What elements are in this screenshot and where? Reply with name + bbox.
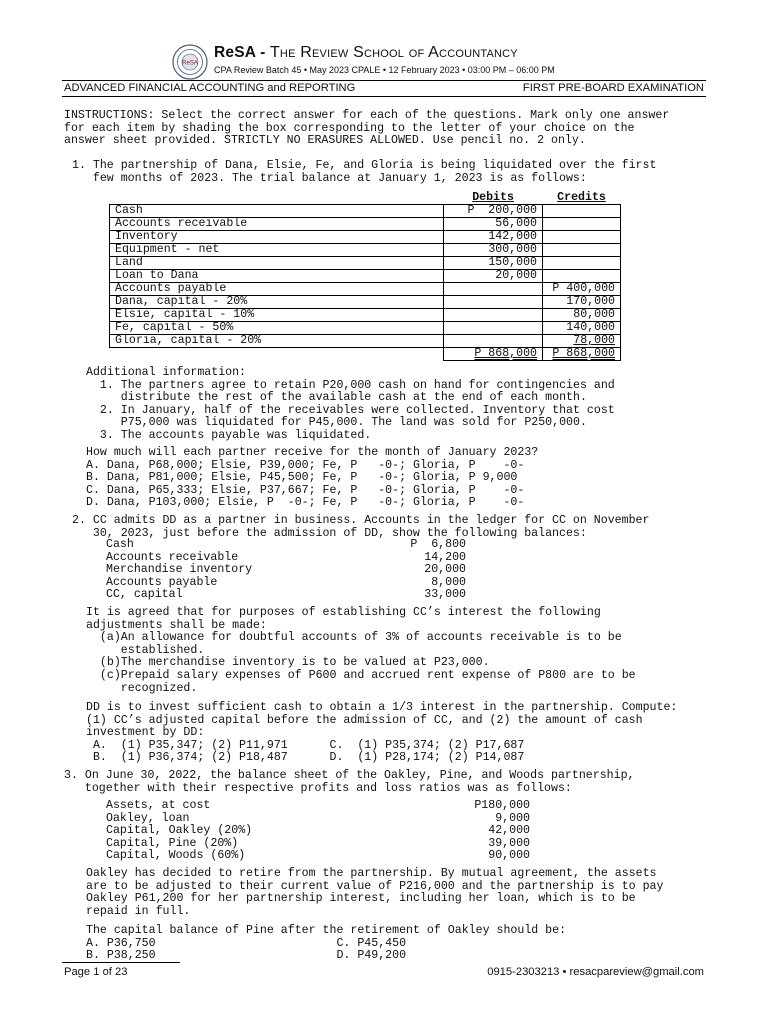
adjust-line: recognized. (86, 681, 198, 695)
account-cell: Elsie, capital - 10% (110, 309, 444, 322)
balance-value: 9,000 (495, 811, 530, 825)
credit-cell: 78,000 (543, 335, 621, 348)
list-item (106, 800, 530, 813)
info-line: 1. The partners agree to retain P20,000 cash on hand for contingencies and (86, 378, 615, 392)
choice-row: A. P36,750 C. P45,450 (86, 936, 407, 950)
q3-stem-line: together with their respective profits and loss ratios was as follows: (64, 781, 572, 795)
svg-text:ReSA: ReSA (182, 60, 198, 67)
balance-label: Merchandise inventory (106, 563, 253, 577)
balance-label: CC, capital (106, 588, 183, 602)
brand-short: ReSA (214, 44, 256, 61)
instructions (64, 110, 669, 148)
balance-value: 33,000 (424, 588, 466, 602)
brand-long: The Review School of Accountancy (269, 44, 518, 61)
table-row (110, 231, 621, 244)
balance-label: Cash (106, 538, 134, 551)
debit-cell: 142,000 (444, 231, 543, 244)
choice-row: B. (1) P36,374; (2) P18,487 D. (1) P28,174; (2) P14,087 (86, 751, 525, 765)
balance-label: Capital, Oakley (20%) (106, 824, 253, 838)
footer-rule (62, 962, 180, 963)
subject-title: ADVANCED FINANCIAL ACCOUNTING and REPORTING (64, 82, 356, 94)
list-item (106, 564, 466, 577)
account-cell: Accounts receivable (110, 218, 444, 231)
list-item (106, 589, 466, 602)
credits-header: Credits (543, 192, 621, 205)
debit-cell: 300,000 (444, 244, 543, 257)
question-line: DD is to invest sufficient cash to obtain a 1/3 interest in the partnership. Compute: (86, 701, 678, 714)
list-item (106, 850, 530, 863)
trial-balance-table (109, 192, 621, 361)
info-line: 3. The accounts payable was liquidated. (86, 428, 372, 442)
balance-value: P180,000 (474, 799, 530, 812)
q2-balances (106, 539, 466, 602)
q1-stem-line: few months of 2023. The trial balance at January 1, 2023 is as follows: (72, 171, 587, 185)
adjust-line: established. (86, 643, 205, 657)
debit-cell: 56,000 (444, 218, 543, 231)
table-row (110, 257, 621, 270)
q2-stem (72, 515, 649, 540)
balance-label: Capital, Pine (20%) (106, 836, 239, 850)
adjust-line: (c)Prepaid salary expenses of P600 and accrued rent expense of P800 are to be (86, 668, 636, 682)
exam-title: FIRST PRE-BOARD EXAMINATION (522, 82, 704, 94)
question-line: How much will each partner receive for the month of January 2023? (86, 446, 539, 459)
adjust-line: It is agreed that for purposes of establishing CC’s interest the following (86, 606, 601, 619)
info-line: P75,000 was liquidated for P45,000. The land was sold for P250,000. (86, 416, 587, 430)
body-line: repaid in full. (86, 904, 191, 918)
balance-value: 14,200 (424, 550, 466, 564)
credit-cell: P 400,000 (543, 283, 621, 296)
q1-stem (72, 160, 656, 185)
info-line: 2. In January, half of the receivables were collected. Inventory that cost (86, 403, 615, 417)
list-item (106, 825, 530, 838)
balance-value: P 6,800 (410, 538, 466, 551)
account-cell: Land (110, 257, 444, 270)
table-row (110, 205, 621, 218)
debit-cell: P 200,000 (444, 205, 543, 218)
debit-cell (444, 335, 543, 348)
q2-question (86, 702, 677, 765)
brand-title: ReSA - The Review School of Accountancy (214, 44, 518, 61)
balance-value: 42,000 (488, 824, 530, 838)
q1-question (86, 447, 538, 510)
credit-cell (543, 270, 621, 283)
body-line: Oakley P61,200 for her partnership interest, including her loan, which is to be (86, 892, 636, 906)
q3-question (86, 925, 566, 963)
balance-value: 8,000 (431, 575, 466, 589)
q2-adjustments (86, 607, 636, 695)
table-row (110, 218, 621, 231)
account-cell: Equipment - net (110, 244, 444, 257)
q3-balances (106, 800, 530, 863)
account-cell: Cash (110, 205, 444, 218)
question-line: investment by DD: (86, 726, 205, 740)
adjust-line: (b)The merchandise inventory is to be valued at P23,000. (86, 656, 490, 670)
balance-value: 39,000 (488, 836, 530, 850)
q2-stem-line: 30, 2023, just before the admission of DD, show the following balances: (72, 526, 587, 540)
body-line: Oakley has decided to retire from the partnership. By mutual agreement, the assets (86, 867, 657, 880)
table-row (110, 322, 621, 335)
instructions-line: answer sheet provided. STRICTLY NO ERASURES ALLOWED. Use pencil no. 2 only. (64, 134, 586, 148)
resa-seal-logo (172, 44, 208, 80)
credit-cell: 140,000 (543, 322, 621, 335)
header-rule-top (62, 80, 706, 81)
table-row (110, 283, 621, 296)
account-cell: Loan to Dana (110, 270, 444, 283)
account-cell: Gloria, capital - 20% (110, 335, 444, 348)
balance-label: Accounts receivable (106, 550, 239, 564)
choice-d: D. Dana, P103,000; Elsie, P -0-; Fe, P -0-; Gloria, P -0- (86, 496, 525, 510)
q2-stem-line: 2. CC admits DD as a partner in business. Accounts in the ledger for CC on November (72, 514, 650, 527)
table-row (110, 296, 621, 309)
q1-stem-line: 1. The partnership of Dana, Elsie, Fe, and Gloria is being liquidated over the first (72, 159, 657, 172)
credit-cell (543, 218, 621, 231)
credit-cell (543, 244, 621, 257)
credit-cell (543, 205, 621, 218)
batch-line: CPA Review Batch 45 • May 2023 CPALE • 12 February 2023 • 03:00 PM – 06:00 PM (214, 65, 555, 75)
balance-value: 20,000 (424, 563, 466, 577)
choice-c: C. Dana, P65,333; Elsie, P37,667; Fe, P -0-; Gloria, P -0- (86, 483, 525, 497)
balance-label: Capital, Woods (60%) (106, 849, 246, 863)
balance-label: Accounts payable (106, 575, 218, 589)
table-header-row (110, 192, 621, 205)
question-line: The capital balance of Pine after the retirement of Oakley should be: (86, 924, 567, 937)
table-row (110, 270, 621, 283)
question-line: (1) CC’s adjusted capital before the admission of CC, and (2) the amount of cash (86, 713, 643, 727)
account-cell: Accounts payable (110, 283, 444, 296)
credit-cell: 80,000 (543, 309, 621, 322)
q3-stem (64, 770, 635, 795)
choice-a: A. Dana, P68,000; Elsie, P39,000; Fe, P -0-; Gloria, P -0- (86, 458, 525, 472)
choice-row: B. P38,250 D. P49,200 (86, 949, 407, 963)
debit-cell (444, 309, 543, 322)
choice-b: B. Dana, P81,000; Elsie, P45,500; Fe, P -0-; Gloria, P 9,000 (86, 471, 518, 485)
table-row (110, 309, 621, 322)
total-debits: P 868,000 (444, 348, 543, 361)
credit-cell (543, 257, 621, 270)
account-cell: Fe, capital - 50% (110, 322, 444, 335)
body-line: are to be adjusted to their current value of P216,000 and the partnership is to pay (86, 879, 664, 893)
adjust-line: (a)An allowance for doubtful accounts of 3% of accounts receivable is to be (86, 631, 622, 645)
info-line: Additional information: (86, 366, 247, 379)
instructions-line: for each item by shading the box corresponding to the letter of your choice on the (64, 121, 635, 135)
contact-info: 0915-2303213 • resacpareview@gmail.com (487, 966, 704, 978)
credit-cell (543, 231, 621, 244)
debits-header: Debits (444, 192, 543, 205)
q1-additional-info (86, 367, 615, 443)
list-item (106, 539, 466, 552)
header-rule-bottom (62, 96, 706, 97)
total-credits: P 868,000 (543, 348, 621, 361)
debit-cell (444, 322, 543, 335)
q3-stem-line: 3. On June 30, 2022, the balance sheet of the Oakley, Pine, and Woods partnership, (64, 769, 635, 782)
balance-value: 90,000 (488, 849, 530, 863)
instructions-line: INSTRUCTIONS: Select the correct answer for each of the questions. Mark only one answer (64, 109, 670, 122)
table-total-row (110, 348, 621, 361)
table-row (110, 244, 621, 257)
q3-body (86, 868, 663, 918)
credit-cell: 170,000 (543, 296, 621, 309)
account-cell: Inventory (110, 231, 444, 244)
account-cell: Dana, capital - 20% (110, 296, 444, 309)
debit-cell: 20,000 (444, 270, 543, 283)
page-number: Page 1 of 23 (64, 966, 128, 978)
info-line: distribute the rest of the available cash at the end of each month. (86, 391, 587, 405)
balance-label: Assets, at cost (106, 799, 211, 812)
debit-cell: 150,000 (444, 257, 543, 270)
choice-row: A. (1) P35,347; (2) P11,971 C. (1) P35,374; (2) P17,687 (86, 738, 525, 752)
adjust-line: adjustments shall be made: (86, 618, 267, 632)
balance-label: Oakley, loan (106, 811, 190, 825)
debit-cell (444, 296, 543, 309)
debit-cell (444, 283, 543, 296)
table-row (110, 335, 621, 348)
